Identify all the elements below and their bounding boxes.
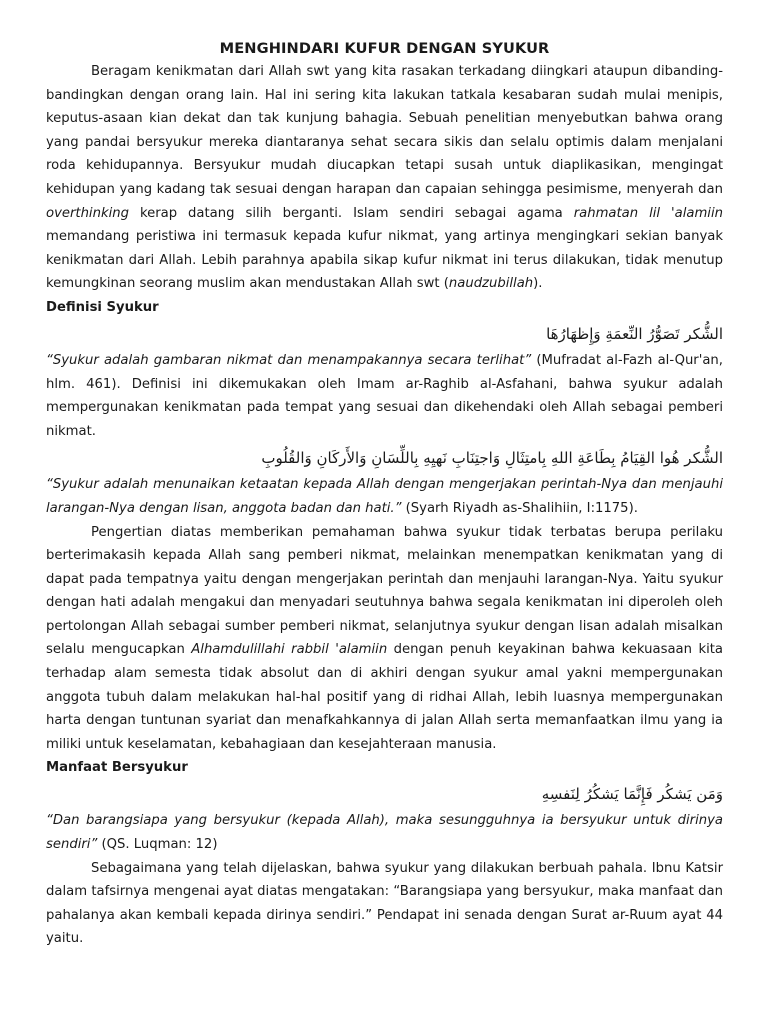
intro-paragraph bbox=[46, 60, 723, 296]
definisi-translation-2: “Syukur adalah menunaikan ketaatan kepada Allah dengan mengerjakan perintah-Nya dan menjauhi larangan-Nya dengan lisan, anggota badan dan hati.” bbox=[46, 477, 723, 516]
manfaat-paragraph-1 bbox=[46, 809, 723, 856]
manfaat-paragraph-2: Sebagaimana yang telah dijelaskan, bahwa syukur yang dilakukan berbuah pahala. Ibnu Katsir dalam tafsirnya mengenai ayat diatas mengatakan: “Barangsiapa yang bersyukur, maka manfaat dan pahalanya akan kembali kepada dirinya sendiri.” Pendapat ini senada dengan Surat ar-Ruum ayat 44 yaitu. bbox=[46, 860, 723, 947]
definisi-heading: Definisi Syukur bbox=[46, 299, 159, 315]
intro-text-2: kerap datang silih berganti. Islam sendiri sebagai agama bbox=[129, 205, 574, 221]
manfaat-translation: “Dan barangsiapa yang bersyukur (kepada Allah), maka sesungguhnya ia bersyukur untuk dirinya sendiri” bbox=[46, 813, 723, 853]
manfaat-citation: (QS. Luqman: 12) bbox=[97, 837, 218, 853]
intro-emphasis-rahmatan: rahmatan lil 'alamiin bbox=[573, 205, 723, 221]
manfaat-arabic-quote: وَمَن يَشكُر فَإِنَّمَا يَشكُرُ لِنَفسِهِ bbox=[541, 785, 723, 804]
intro-emphasis-overthinking: overthinking bbox=[46, 205, 129, 221]
definisi-paragraph-1 bbox=[46, 349, 723, 443]
intro-text-3: memandang peristiwa ini termasuk kepada kufur nikmat, yang artinya mengingkari sekian banyak kenikmatan dari Allah. Lebih parahnya apabila sikap kufur nikmat ini terus dilakukan, tidak menutup kemungkinan seorang muslim akan mendustakan Allah swt ( bbox=[46, 229, 723, 292]
document-title: MENGHINDARI KUFUR DENGAN SYUKUR bbox=[219, 40, 550, 57]
intro-text-1: Beragam kenikmatan dari Allah swt yang kita rasakan terkadang diingkari ataupun dibanding-bandingkan dengan orang lain. Hal ini sering kita lakukan tatkala kesabaran sudah mulai menipis, keputus-asaan kian dekat dan tak kunjung bahagia. Sebuah penelitian menyebutkan bahwa orang yang pandai bersyukur mereka diantaranya sehat secara sikis dan selalu optimis dalam menjalani roda kehidupannya. Bersyukur mudah diucapkan tetapi susah untuk diaplikasikan, mengingat kehidupan yang kadang tak sesuai dengan harapan dan capaian sehingga pesimisme, menyerah dan bbox=[46, 64, 723, 197]
intro-text-4: ). bbox=[533, 276, 543, 292]
definisi-arabic-quote-1: الشُّكر تَصَوُّرُ النِّعمَةِ وَإِظهَارُهَا bbox=[546, 324, 723, 343]
definisi-paragraph-2 bbox=[46, 473, 723, 520]
definisi-arabic-quote-2: الشُّكر هُوا القِيَامُ بِطَاعَةِ اللهِ بِامتِثَالِ وَاجتِنَابِ نَهيِهِ بِاللِّسَانِ وَالأَركَانِ وَالقُلُوبِ bbox=[261, 449, 723, 468]
pengertian-paragraph bbox=[46, 521, 723, 757]
definisi-text-1: (Mufradat al-Fazh al-Qur'an, hlm. 461). Definisi ini dikemukakan oleh Imam ar-Raghib al-Asfahani, bahwa syukur adalah mempergunakan kenikmatan pada tempat yang sesuai dan dikehendaki oleh Allah sebagai pemberi nikmat. bbox=[46, 352, 723, 439]
intro-emphasis-naudzubillah: naudzubillah bbox=[448, 276, 534, 292]
pengertian-text-2: dengan penuh keyakinan bahwa kekuasaan kita terhadap alam semesta tidak absolut dan di akhiri dengan syukur amal yakni mempergunakan anggota tubuh dalam melakukan hal-hal positif yang di ridhai Allah, lebih luasnya mempergunakan harta dengan tuntunan syariat dan menafkahkannya di jalan Allah serta memanfaatkan ilmu yang ia miliki untuk keselamatan, kebahagiaan dan kesejahteraan manusia. bbox=[46, 642, 723, 752]
definisi-text-2: (Syarh Riyadh as-Shalihiin, I:1175). bbox=[401, 500, 638, 516]
manfaat-heading: Manfaat Bersyukur bbox=[46, 760, 188, 776]
pengertian-text-1: Pengertian diatas memberikan pemahaman bahwa syukur tidak terbatas berupa perilaku berterimakasih kepada Allah sang pemberi nikmat, melainkan menempatkan kenikmatan yang di dapat pada tempatnya yaitu dengan mengerjakan perintah dan menjauhi larangan-Nya. Yaitu syukur dengan hati adalah mengakui dan menyadari seutuhnya bahwa segala kenikmatan ini diperoleh oleh pertolongan Allah sebagai sumber pemberi nikmat, selanjutnya syukur dengan lisan adalah misalkan selalu mengucapkan bbox=[46, 524, 723, 658]
pengertian-emphasis: Alhamdulillahi rabbil 'alamiin bbox=[191, 642, 388, 658]
definisi-translation-1: “Syukur adalah gambaran nikmat dan menampakannya secara terlihat” bbox=[46, 352, 532, 368]
